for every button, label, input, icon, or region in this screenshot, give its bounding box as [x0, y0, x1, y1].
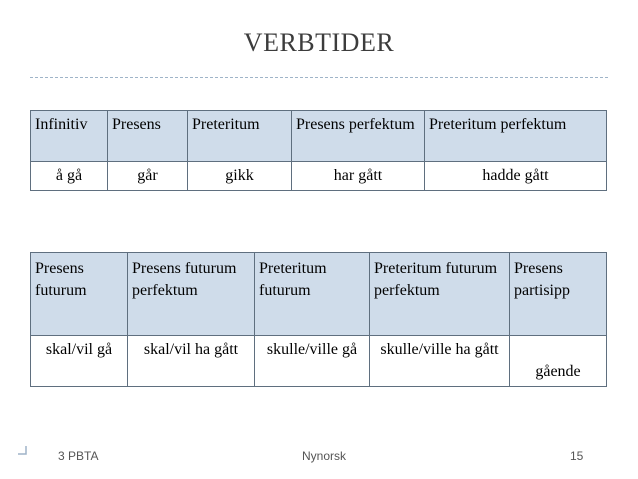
table-row: [31, 162, 607, 191]
header-preteritum-perfektum: Preteritum perfektum: [425, 111, 607, 162]
corner-bracket-icon: [17, 445, 27, 455]
header-preteritum: Preteritum: [188, 111, 292, 162]
header-presens: Presens: [108, 111, 188, 162]
value-presens: går: [108, 162, 188, 191]
value-preteritum: gikk: [188, 162, 292, 191]
table-header-row: [31, 253, 607, 336]
value-preteritum-futurum-perfektum: skulle/ville ha gått: [370, 336, 510, 387]
footer-left: 3 PBTA: [58, 449, 99, 463]
header-preteritum-futurum: Preteritum futurum: [255, 253, 370, 336]
header-presens-partisipp: Presens partisipp: [510, 253, 607, 336]
header-infinitiv: Infinitiv: [31, 111, 108, 162]
footer-center: Nynorsk: [302, 449, 347, 463]
header-presens-futurum-perfektum: Presens futurum perfektum: [128, 253, 255, 336]
table-header-row: [31, 111, 607, 162]
header-presens-perfektum: Presens perfektum: [292, 111, 425, 162]
verb-tense-table-2: [30, 252, 607, 387]
header-presens-futurum: Presens futurum: [31, 253, 128, 336]
value-presens-perfektum: har gått: [292, 162, 425, 191]
value-presens-futurum: skal/vil gå: [31, 336, 128, 387]
page-number: 15: [570, 449, 584, 463]
value-presens-futurum-perfektum: skal/vil ha gått: [128, 336, 255, 387]
value-preteritum-futurum: skulle/ville gå: [255, 336, 370, 387]
value-presens-partisipp: gående: [510, 336, 607, 387]
slide-title: VERBTIDER: [243, 28, 395, 57]
header-preteritum-futurum-perfektum: Preteritum futurum perfektum: [370, 253, 510, 336]
title-divider: [30, 77, 608, 78]
table-row: [31, 336, 607, 387]
value-preteritum-perfektum: hadde gått: [425, 162, 607, 191]
verb-tense-table-1: [30, 110, 607, 191]
value-infinitiv: å gå: [31, 162, 108, 191]
